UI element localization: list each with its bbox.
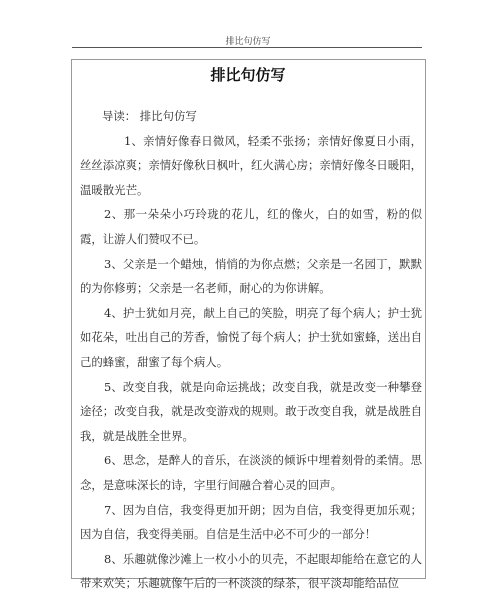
paragraph-3: 3、父亲是一个蜡烛，悄悄的为你点燃；父亲是一名园丁，默默的为你修剪；父亲是一名老师，耐心的为你讲解。 xyxy=(80,256,422,296)
paragraph-4: 4、护士犹如月亮，献上自己的笑脸，明亮了每个病人；护士犹如花朵，吐出自己的芳香，愉悦了每个病人；护士犹如蜜蜂，送出自己的蜂蜜，甜蜜了每个病人。 xyxy=(80,305,422,369)
document-title: 排比句仿写 xyxy=(210,66,286,84)
paragraph-1: 1、亲情好像春日微风，轻柔不张扬；亲情好像夏日小雨，丝丝添凉爽；亲情好像秋日枫叶，红火满心房；亲情好像冬日暖阳，温暖散光芒。 xyxy=(80,133,422,197)
paragraph-5: 5、改变自我，就是向命运挑战；改变自我，就是改变一种攀登途径；改变自我，就是改变游戏的规则。敢于改变自我，就是战胜自我，就是战胜全世界。 xyxy=(80,379,422,443)
document-body xyxy=(80,104,422,596)
running-header: 排比句仿写 xyxy=(225,37,271,47)
paragraph-8: 8、乐趣就像沙滩上一枚小小的贝壳，不起眼却能给在意它的人带来欢笑；乐趣就像午后的一杯淡淡的绿茶，很平淡却能给品位 xyxy=(80,551,422,591)
paragraph-2: 2、那一朵朵小巧玲珑的花儿，红的像火，白的如雪，粉的似霞，让游人们赞叹不已。 xyxy=(80,207,422,246)
paragraph-7: 7、因为自信，我变得更加开朗；因为自信，我变得更加乐观；因为自信，我变得美丽。自信是生活中必不可少的一部分！ xyxy=(80,502,422,542)
paragraph-6: 6、思念，是醉人的音乐，在淡淡的倾诉中埋着刻骨的柔情。思念，是意味深长的诗，字里行间融合着心灵的回声。 xyxy=(80,453,422,492)
header-divider xyxy=(72,47,422,48)
intro-line: 导读： 排比句仿写 xyxy=(102,109,197,123)
